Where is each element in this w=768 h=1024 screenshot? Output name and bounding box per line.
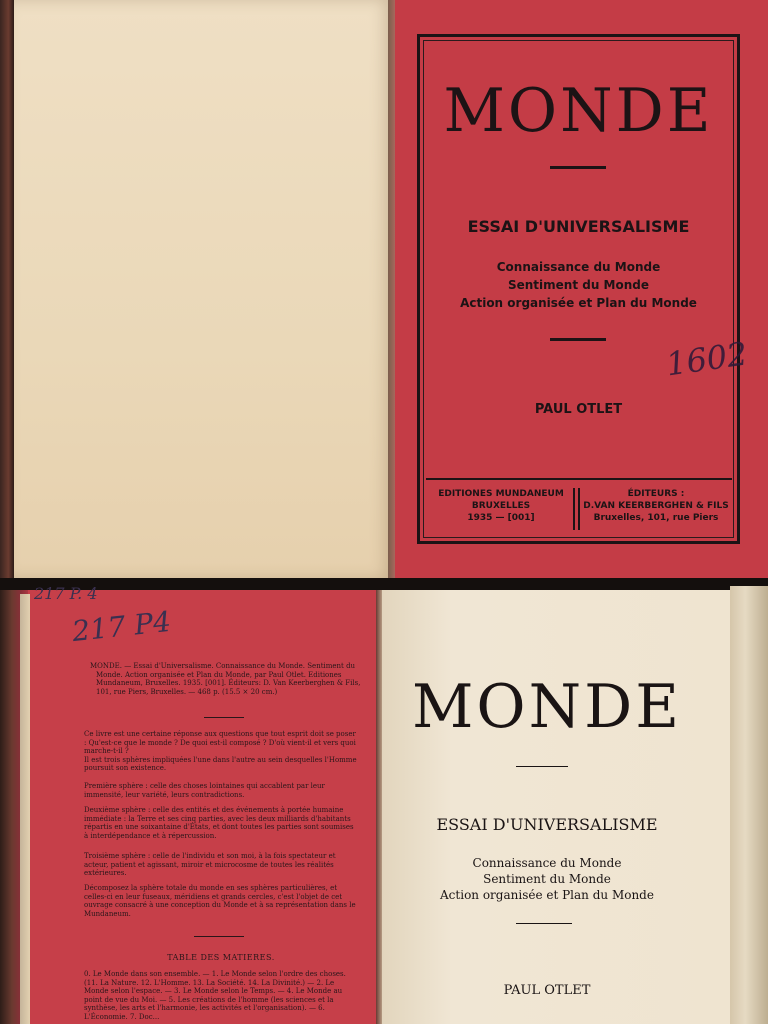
handwritten-shelfmark: 217 P. 4 — [34, 584, 98, 603]
page-edges — [730, 586, 768, 1024]
title-page — [382, 590, 732, 1024]
title-page-subtitle: ESSAI D'UNIVERSALISME — [436, 815, 658, 834]
inner-paragraph — [84, 730, 358, 773]
inner-divider — [204, 717, 244, 718]
publisher-line: D.VAN KEERBERGHEN & FILS — [583, 501, 729, 511]
cover-title: MONDE — [443, 76, 714, 146]
title-page-topic-line: Sentiment du Monde — [483, 872, 611, 886]
cover-footer-divider — [573, 488, 575, 530]
inner-paragraph: Première sphère : celle des choses lointaines qui accablent par leur immensité, leur variété, leurs contradictions. — [84, 782, 325, 799]
publisher-line: Bruxelles, 101, rue Piers — [593, 513, 719, 523]
title-page-author: PAUL OTLET — [503, 983, 591, 998]
publisher-line: ÉDITEURS : — [627, 489, 685, 499]
binding-edge — [0, 0, 14, 578]
inner-paragraph-line: Il est trois sphères impliquées l'une dans l'autre au sein desquelles l'Homme poursuit son existence. — [84, 755, 357, 773]
publisher-line: BRUXELLES — [471, 501, 531, 511]
cover-topic-line: Action organisée et Plan du Monde — [460, 296, 697, 310]
page-edge — [20, 594, 30, 1024]
bibliographic-note: MONDE. — Essai d'Universalisme. Connaissance du Monde. Sentiment du Monde. Action organisée et Plan du Monde, par Paul Otlet. Editiones Mundaneum, Bruxelles. 1935. [001]. Éditeurs: D. Van Keerberghen & Fils, 101, rue Piers, Bruxelles. — 468 p. (15.5 × 20 cm.) — [90, 662, 361, 696]
title-page-topic-lines — [382, 855, 712, 903]
cover-subtitle: ESSAI D'UNIVERSALISME — [467, 217, 690, 236]
title-page-divider — [516, 923, 572, 924]
inner-paragraph: Décomposez la sphère totale du monde en ses sphères particulières, et celles-ci en leur fuseaux, méridiens et grands cercles, c'est l'objet de cet ouvrage consacré à une conception du Monde et à sa représentation dans le Mundaneum. — [84, 884, 356, 918]
inner-paragraph: Deuxième sphère : celle des entités et des événements à portée humaine immédiate : la Terre et ses cinq parties, avec les deux milliards d'habitants répartis en une soixantaine d'États, et dont toutes les parties sont soumises à interdépendance et à répercussion. — [84, 806, 354, 840]
title-page-topic-line: Action organisée et Plan du Monde — [440, 888, 654, 902]
publisher-line: 1935 — [001] — [467, 513, 535, 523]
title-page-title: MONDE — [411, 672, 683, 742]
endpaper-page — [14, 0, 392, 578]
cover-topic-line: Sentiment du Monde — [507, 278, 650, 292]
cover-divider — [550, 166, 606, 169]
cover-topic-line: Connaissance du Monde — [496, 260, 661, 274]
inner-paragraph: Troisième sphère : celle de l'individu et son moi, à la fois spectateur et acteur, patient et agissant, miroir et microcosme de toutes les réalités extérieures. — [84, 852, 336, 878]
cover-topic-lines — [417, 258, 740, 312]
publisher-line: EDITIONES MUNDANEUM — [438, 489, 564, 499]
cover-publisher-right — [582, 488, 730, 524]
toc-title: TABLE DES MATIERES. — [167, 953, 275, 962]
cover-author: PAUL OTLET — [534, 402, 623, 417]
cover-footer-rule — [426, 478, 732, 480]
handwritten-shelfmark: 217 P4 — [70, 604, 173, 649]
title-page-divider — [516, 766, 568, 767]
cover-footer-divider — [578, 488, 580, 530]
title-page-topic-line: Connaissance du Monde — [472, 856, 622, 870]
cover-publisher-left — [430, 488, 572, 524]
cover-divider — [550, 338, 606, 341]
handwritten-number: 1602 — [663, 334, 750, 384]
inner-divider — [194, 936, 244, 937]
toc-text: 0. Le Monde dans son ensemble. — 1. Le Monde selon l'ordre des choses. (11. La Nature. 12. L'Homme. 13. La Société. 14. La Divinité.) — 2. Le Monde selon l'espace. — 3. Le Monde selon le Temps. — 4. Le Monde au point de vue du Moi. — 5. Les créations de l'homme (les sciences et la synthèse, les arts et l'harmonie, les activités et l'organisation). — 6. L'Économie. 7. Doc... — [84, 970, 346, 1021]
inner-paragraph-line: Ce livre est une certaine réponse aux questions que tout esprit doit se poser : Qu'est-ce que le monde ? De quoi est-il composé ? D'où vient-il et vers quoi marche-t-il ? — [84, 730, 356, 756]
